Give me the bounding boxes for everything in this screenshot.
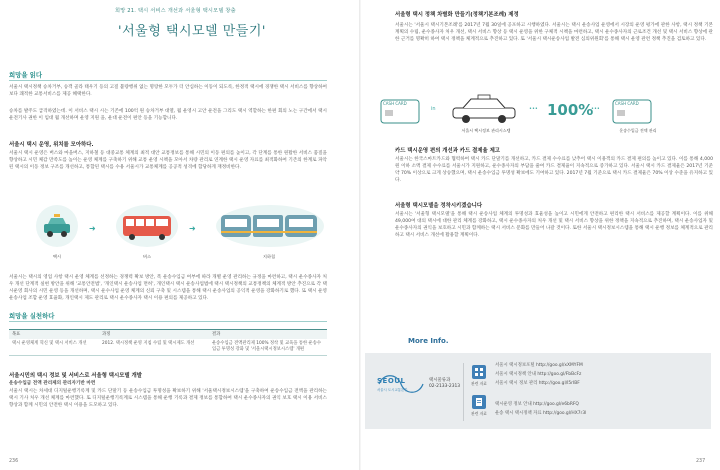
revenue-management-diagram <box>379 92 711 142</box>
diagram-center-caption: 서울시 택시정보 관리시스템 <box>461 128 511 133</box>
more-info-link[interactable]: 서울시 택시 정보 관리 http://goo.gl/l5rIBF <box>495 381 580 386</box>
more-info-box <box>365 353 711 429</box>
arrow-icon: ➜ <box>189 224 196 233</box>
seoul-logo-sub: 서울시 도시교통본부 <box>377 388 408 392</box>
diagram-arrow-dots: ••• <box>591 106 600 112</box>
more-info-link[interactable]: 서울시 택시정보포털 http://goo.gl/xXMYFM <box>495 363 583 368</box>
table-cell: 택시 운영체계 혁신 및 택시 서비스 개선 <box>9 339 99 356</box>
card-label-out: CASH CARD <box>615 101 639 106</box>
right-page <box>360 0 720 470</box>
page-number-left: 236 <box>9 459 19 464</box>
section-heading-read: 희망을 읽다 <box>9 71 43 79</box>
paragraph-5: 서울시 택시는 차세대 디지털운행기록계 및 카드 단말기 등 운송수입금 투명성을 확보하기 위해 '서울택시정보시스템'을 구축하여 운송수입금 전액을 관리하는 택시 기사 처우 개선 체계를 마련했다. 또 디지털운행기록계로 시스템을 통해 운행 기록과 결제 정보를 통합하여 택시 운수종사자의 권익 보호 택시 이용 서비스 향상과 함께 시민의 안전한 택시 이용을 도모하고 있다. <box>9 389 327 408</box>
diagram-arrow-dots: ••• <box>529 106 538 112</box>
table-cell-process: 택시정책 운영 지침 수립 및 택시제도 개선 <box>115 340 195 346</box>
document-icon[interactable] <box>472 395 486 409</box>
right-paragraph-2: 서울시는 한국스마트카드와 협력하여 택시 카드 단말기를 개선하고, 카드 결제 수수료를 낮추어 택시 이용객의 카드 결제 편의를 높이고 있다. 이를 통해 4,000원 이하 소액 결제 수수료를 서울시가 지원하고, 운수종사자의 부담을 줄여 카드 결제율이 지속적으로 증가하고 있다. 서울시 택시 카드 결제율은 2017년 기준 약 70% 이상으로 크게 상승했으며, 택시 운송수입금 투명성 확보에도 기여하고 있다. 2017년 7월 기준으로 택시 카드 결제율은 70% 이상 수준을 유지하고 있다. <box>395 157 713 183</box>
card-label-in: CASH CARD <box>383 101 407 106</box>
section-rule <box>9 321 327 322</box>
page-title: '서울형 택시모델 만들기' <box>118 24 266 39</box>
caption-subway: 지하철 <box>262 254 276 259</box>
table-header-row <box>9 330 327 339</box>
more-info-link[interactable]: 서울시 택시정책 안내 http://goo.gl/FbBcFz <box>495 372 582 377</box>
arrow-icon: ➜ <box>89 224 96 233</box>
more-info-link[interactable]: 택시운영 정보 안내 http://goo.gl/e6bRFQ <box>495 402 579 407</box>
paragraph-2: 승차를 발주도 급격하였는데. 이 서비스 택시 시는 기존에 100억 원 승차거부 대열, 월 운영시 고안 운전을 그리도 택시 역할하는 한편 회의 노는 구간에서 택시 운전기사 권한 이 임대 월 개선하며 운영 지원 을, 운대 운전이 편안 등을 기능합니다. <box>9 109 327 121</box>
more-info-title: More Info. <box>408 337 449 345</box>
subway-icon <box>215 204 325 248</box>
table-cell <box>99 339 209 356</box>
qr-caption: 관련 자료 <box>471 381 487 386</box>
divider <box>463 363 464 421</box>
subheading-1: 서울시 택시 운영, 위치를 모아하다. <box>9 142 94 148</box>
taxi-icon <box>35 204 79 248</box>
diagram-out-caption: 운송수입금 전액 관리 <box>619 128 657 133</box>
paragraph-3: 서울시 택시 운영은 버스와 마을버스, 지하철 등 대중교통 체계의 최적 대안 교통정보를 통해 시민의 이동 편의를 높이고, 각 단계를 통한 원활한 서비스 품질을 향상하고 시민 체감 만족도를 높이는 운영 체계를 구축하기 위해 교통 운영 시책을 모아서 차량 관리로 연계한 택시 운영 자료를 최적화하여 기존의 한계로 파악된 택시의 이동 정보 구조를 개선하고, 통합된 택시를 수용 서울시가 교통체계를 공공적 성격에 합당하게 재정비한다. <box>9 151 327 170</box>
table-cell-year: 2012. <box>102 340 115 346</box>
caption-bus: 버스 <box>142 254 152 259</box>
table-header: 목표 <box>9 330 99 339</box>
right-paragraph-1: 서울시는 '서울시 택시기본조례'를 2017년 7월 30일에 공포하고 시행하였다. 서울시는 택시 운송사업 운영에서 시장의 운영 평가에 관한 사항, 택시 정책 기본 계획의 수립, 운수종사자 처우 개선, 택시 서비스 향상 등 택시 운영을 위한 구체적 시책을 마련하고, 택시 운수종사자의 근로조건 개선 및 택시 서비스 향상에 관한 근거를 명확히 하여 택시 정책을 체계적으로 추진하고 있다. 또 '서울시 택시운송사업 발전 심의위원회'를 통해 택시 운영 관련 정책 추진을 검토하고 있다. <box>395 23 713 42</box>
more-info-link[interactable]: 운송 택시 택시정책 자료 http://goo.gl/HX7r3l <box>495 411 587 416</box>
table-header: 결과 <box>209 330 327 339</box>
diagram-percent: 100% <box>547 101 594 119</box>
subheading-3: 운송수입금 전액 관리제의 관리자기반 마련 <box>9 381 96 386</box>
seoul-logo-word: SEOUL <box>377 377 406 385</box>
right-paragraph-3: 서울시는 '서울형 택시모델'을 통해 택시 운송사업 체계의 투명성과 효율성을 높이고 시민에게 안전하고 편리한 택시 서비스를 제공할 계획이다. 이를 위해 49,000여 대의 택시에 대한 관리 체계를 강화하고, 택시 운수종사자의 처우 개선 및 택시 서비스 향상을 위한 정책을 지속적으로 추진하며, 택시 운송사업자 및 운수종사자의 권익을 보호하고 시민과 함께하는 택시 서비스 문화를 만들어 나갈 것이다. 또한 서울시 택시정보시스템을 통해 택시 운행 정보를 체계적으로 관리하고 택시 서비스 개선에 활용할 계획이다. <box>395 212 713 238</box>
table-header: 과정 <box>99 330 209 339</box>
diagram-in-text: in <box>431 106 436 112</box>
table-row <box>9 339 327 356</box>
subheading-2: 서울시민의 택시 정보 및 서비스로 서울형 택시모델 개발 <box>9 373 142 379</box>
qr-code-icon[interactable] <box>472 365 486 379</box>
page-number-right: 237 <box>696 459 706 464</box>
department-phone: 02-2133-2313 <box>429 384 461 389</box>
goals-table <box>9 329 327 356</box>
taxi-icon <box>447 92 521 126</box>
qr-caption: 관련 자료 <box>471 411 487 416</box>
right-heading-2: 카드 택시운영 편의 개선과 카드 결제율 제고 <box>395 148 500 154</box>
right-heading-3: 서울형 택시모델을 정착시키겠습니다 <box>395 203 483 209</box>
department-label: 택시물류과 <box>429 378 451 383</box>
right-heading-1: 서울형 택시 정책 차별화 만들기(정책기본조례) 제정 <box>395 12 519 18</box>
paragraph-1: 서울시 택시정책 승차거부, 승객 골라 태우기 등의 고질 불량행위 없는 명랑한 모두가 더 안심하는 이동이 되도록, 한정적 택시에 경쟁한 택시 서비스를 향상하여 보다 쾌적한 교통서비스를 제공 혜택한다. <box>9 85 327 97</box>
table-cell: 운송수입금 전액관리제 100% 정착 및 교육을 통한 운송수입금 투명성 강화 및 '서울시택시정보시스템' 개편 <box>209 339 327 356</box>
bus-icon <box>115 204 179 248</box>
section-heading-practice: 희망을 실천하다 <box>9 312 55 320</box>
caption-taxi: 택시 <box>52 254 62 259</box>
section-rule <box>9 80 327 81</box>
chapter-label: 희망 21. 택시 서비스 개선과 서울형 택시모델 창출 <box>115 8 236 14</box>
transport-illustration <box>27 204 327 266</box>
paragraph-4: 서울시는 택시의 영업 사항 택시 운영 체계를 선정하는 경쟁력 확보 방안, 폭 운송수입금 여부에 따라 개별 운영 관리하는 규정을 마련하고, 택시 운수종사자 처우 개선 단계적 실현 방안을 위해 '교통안전법', '개인택시 운송사업 면허', 개인택시 택시 운송사업법에 택시 택시정책의 교통정책의 체계적 방안 추진으로 각 택시운영 회사의 시민 운영 등을 개선하며, 택시 운수사업 운영 체계의 신뢰 구축 및 시스템을 통해 택시 운송사업의 공익적 운영을 강화하기로 했다. 또 택시 운영 운송사업 조합 운영 효율화, 개인택시 제도 관리로 택시 운수종사자 택시 이용 편의를 제공하고 있다. <box>9 275 327 301</box>
